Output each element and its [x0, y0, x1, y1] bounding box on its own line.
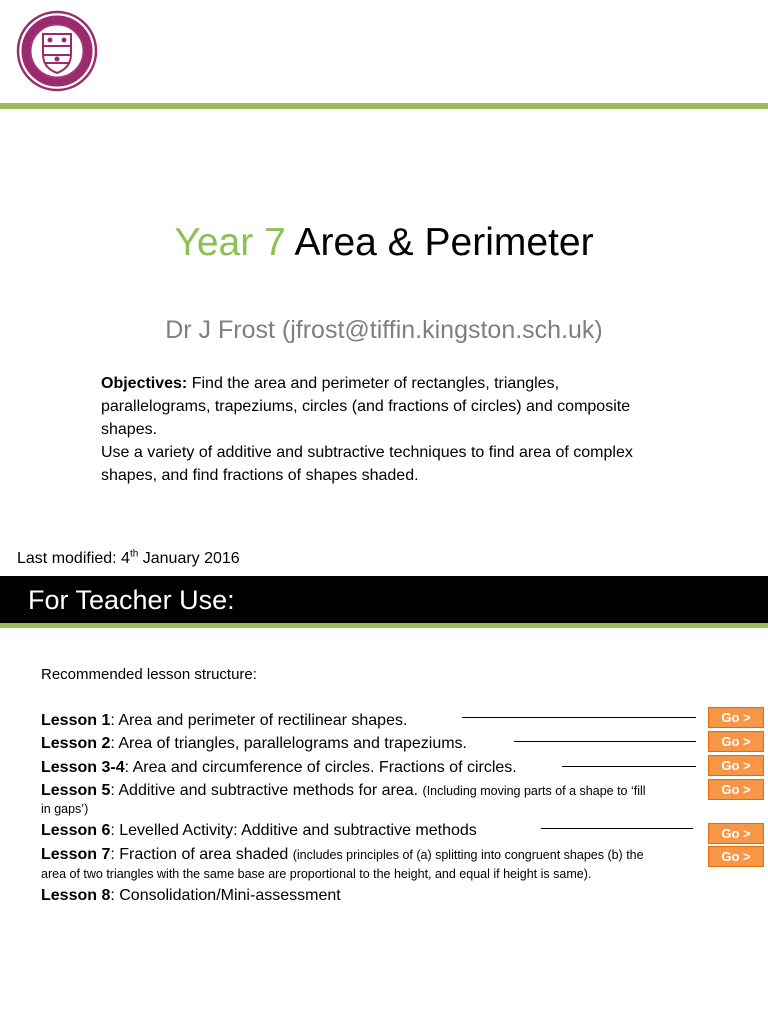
lesson-note: (Including moving parts of a shape to ‘fill: [422, 784, 646, 798]
lesson-2-row: [41, 732, 467, 755]
lesson-text: : Consolidation/Mini-assessment: [110, 887, 341, 904]
objectives-block: [101, 372, 661, 487]
header-divider: [0, 103, 768, 109]
lesson-label: Lesson 6: [41, 822, 111, 839]
lesson-label: Lesson 5: [41, 782, 111, 799]
leader-line: [514, 741, 696, 742]
teacher-bar-divider: [0, 623, 768, 628]
last-modified: [17, 548, 240, 570]
objectives-label: Objectives:: [101, 375, 188, 392]
teacher-use-bar: [0, 576, 768, 623]
go-button-lesson-2[interactable]: Go >: [708, 731, 764, 752]
author-line: Dr J Frost (jfrost@tiffin.kingston.sch.uk): [165, 316, 603, 344]
last-modified-sup: th: [129, 548, 139, 560]
school-crest-logo: [16, 10, 98, 92]
objectives-text-2: Use a variety of additive and subtractive techniques to find area of complex shapes, and find fractions of shapes shaded.: [101, 444, 633, 484]
lesson-text: : Area of triangles, parallelograms and trapeziums.: [110, 735, 467, 752]
go-button-lesson-7[interactable]: Go >: [708, 846, 764, 867]
last-modified-prefix: Last modified: 4: [17, 550, 130, 567]
lesson-label: Lesson 8: [41, 887, 111, 904]
lesson-text: : Levelled Activity: Additive and subtractive methods: [110, 822, 477, 839]
go-button-lesson-5[interactable]: Go >: [708, 779, 764, 800]
lesson-label: Lesson 7: [41, 846, 111, 863]
lesson-text: : Area and circumference of circles. Fractions of circles.: [124, 759, 517, 776]
lesson-3-4-row: [41, 756, 517, 779]
go-button-lesson-1[interactable]: Go >: [708, 707, 764, 728]
lesson-text: : Fraction of area shaded: [110, 846, 293, 863]
teacher-use-heading: For Teacher Use:: [28, 585, 235, 615]
lesson-label: Lesson 3-4: [41, 759, 125, 776]
lesson-1-row: [41, 709, 407, 732]
lesson-6-row: [41, 819, 477, 842]
lesson-note: (includes principles of (a) splitting into congruent shapes (b) the: [292, 848, 644, 862]
go-button-lesson-6[interactable]: Go >: [708, 823, 764, 844]
lesson-8-row: [41, 884, 341, 907]
leader-line: [462, 717, 696, 718]
objectives-text-1: Find the area and perimeter of rectangles, triangles, parallelograms, trapeziums, circles (and fractions of circles) and composite shapes.: [101, 375, 631, 438]
lesson-label: Lesson 2: [41, 735, 111, 752]
last-modified-suffix: January 2016: [138, 550, 240, 567]
leader-line: [562, 766, 696, 767]
lesson-7-row: [41, 843, 644, 867]
lesson-text: : Additive and subtractive methods for area.: [110, 782, 423, 799]
title-year: Year 7: [174, 221, 286, 264]
recommended-heading: Recommended lesson structure:: [41, 666, 257, 683]
lesson-5-note-continued: in gaps’): [41, 802, 89, 816]
leader-line: [541, 828, 693, 829]
title-topic: Area & Perimeter: [285, 221, 594, 264]
page-title: [0, 218, 768, 268]
lesson-5-row: [41, 779, 646, 803]
go-button-lesson-3-4[interactable]: Go >: [708, 755, 764, 776]
lesson-label: Lesson 1: [41, 712, 111, 729]
lesson-7-note-continued: area of two triangles with the same base are proportional to the height, and equal if height is same).: [41, 867, 592, 881]
lesson-text: : Area and perimeter of rectilinear shapes.: [110, 712, 408, 729]
